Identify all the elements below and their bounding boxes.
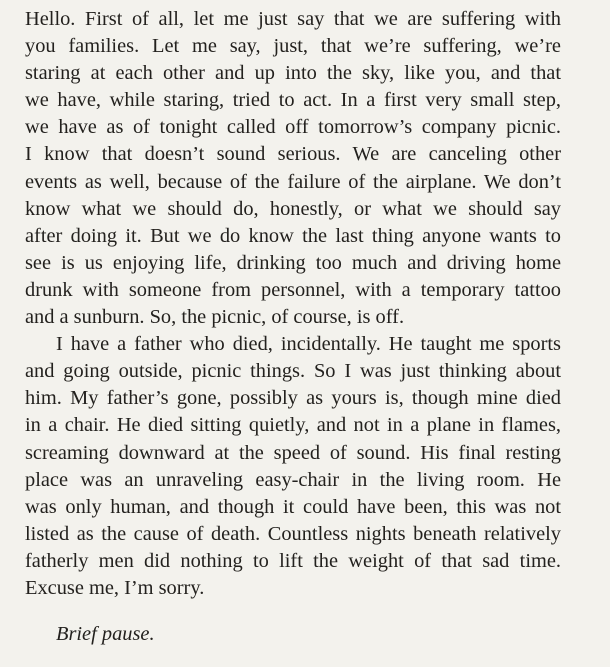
- text-line: after doing it. But we do know the last thing anyone wants to: [25, 224, 561, 247]
- text-line: Excuse me, I’m sorry.: [25, 576, 205, 599]
- text-line: fatherly men did nothing to lift the weight of that sad time.: [25, 549, 561, 572]
- text-line: we have as of tonight called off tomorrow’s company picnic.: [25, 116, 561, 139]
- text-line: we have, while staring, tried to act. In a first very small step,: [25, 89, 561, 112]
- text-line: see is us enjoying life, drinking too much and driving home: [25, 251, 561, 274]
- text-line: I have a father who died, incidentally. He taught me sports: [56, 333, 561, 356]
- text-line: staring at each other and up into the sky, like you, and that: [25, 62, 561, 85]
- text-line: in a chair. He died sitting quietly, and not in a plane in flames,: [25, 414, 561, 437]
- stage-direction: Brief pause.: [56, 623, 155, 646]
- text-line: was only human, and though it could have been, this was not: [25, 495, 561, 518]
- paragraph-1: [25, 6, 561, 331]
- text-line: screaming downward at the speed of sound. His final resting: [25, 441, 561, 464]
- text-line: events as well, because of the failure of the airplane. We don’t: [25, 170, 561, 193]
- text-line: I know that doesn’t sound serious. We are canceling other: [25, 143, 561, 166]
- text-line: Hello. First of all, let me just say that we are suffering with: [25, 8, 561, 30]
- paragraph-2: [25, 331, 561, 602]
- text-line: and going outside, picnic things. So I was just thinking about: [25, 360, 561, 383]
- text-line: place was an unraveling easy-chair in the living room. He: [25, 468, 561, 491]
- text-line: listed as the cause of death. Countless nights beneath relatively: [25, 522, 561, 545]
- text-line: him. My father’s gone, possibly as yours is, though mine died: [25, 387, 561, 410]
- text-line: know what we should do, honestly, or what we should say: [25, 197, 561, 220]
- text-line: you families. Let me say, just, that we’re suffering, we’re: [25, 35, 561, 58]
- text-line: and a sunburn. So, the picnic, of course, is off.: [25, 306, 405, 329]
- text-line: drunk with someone from personnel, with a temporary tattoo: [25, 278, 561, 301]
